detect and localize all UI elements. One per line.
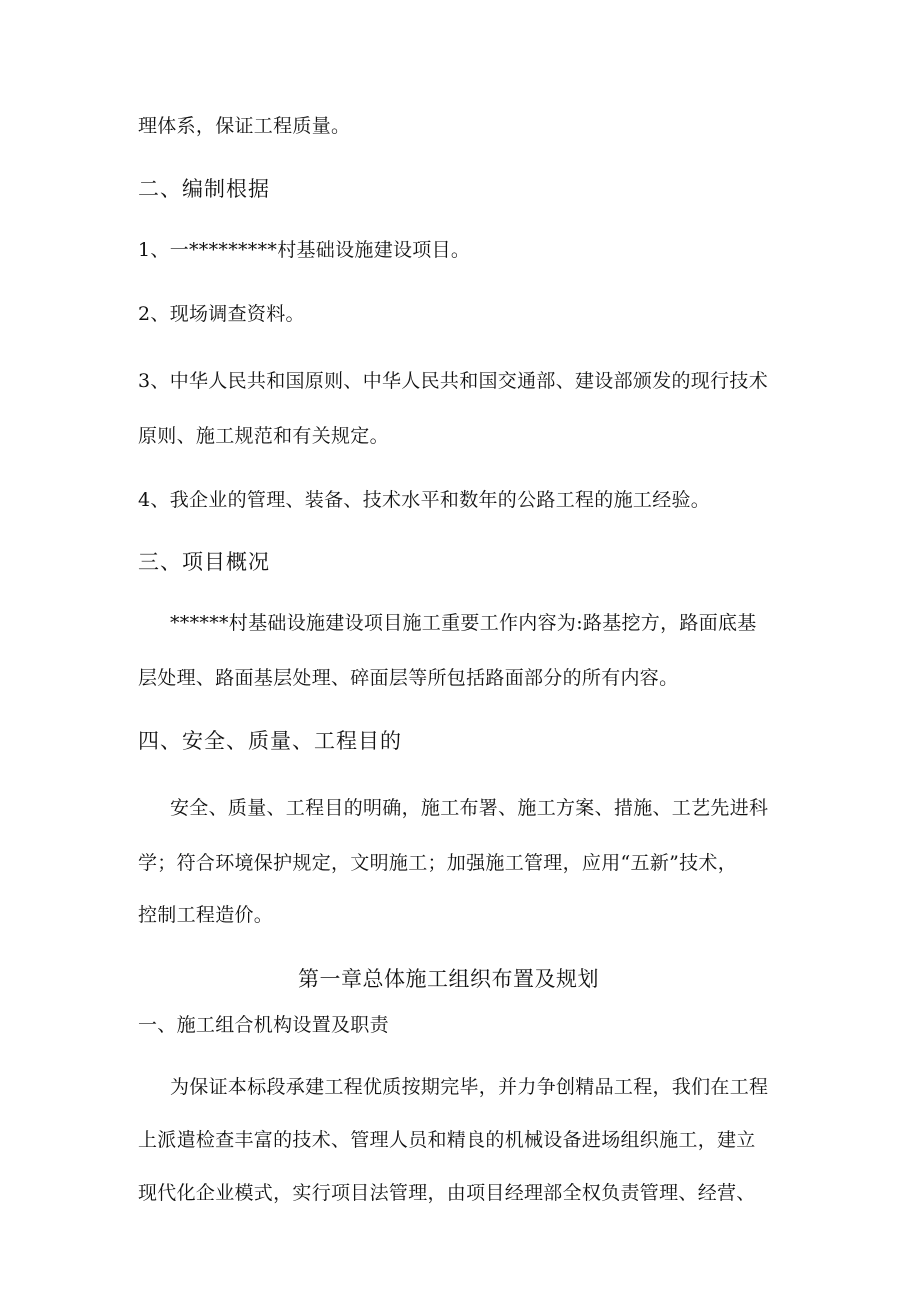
section-heading-basis: 二、编制根据 [138, 177, 270, 201]
chapter-title: 第一章总体施工组织布置及规划 [298, 967, 599, 991]
section-heading-org: 一、施工组合机构设置及职责 [138, 1014, 389, 1036]
list-item-basis-2: 2、现场调查资料。 [138, 303, 305, 325]
paragraph-line: 安全、质量、工程目的明确，施工布署、施工方案、措施、工艺先进科 [170, 797, 769, 819]
paragraph-line: 层处理、路面基层处理、碎面层等所包括路面部分的所有内容。 [138, 667, 679, 689]
paragraph-line: 理体系，保证工程质量。 [138, 115, 351, 137]
paragraph-line: 学；符合环境保护规定，文明施工；加强施工管理，应用“五新”技术， [138, 852, 738, 874]
list-item-basis-4: 4、我企业的管理、装备、技术水平和数年的公路工程的施工经验。 [138, 489, 711, 511]
paragraph-line: 上派遣检查丰富的技术、管理人员和精良的机械设备进场组织施工，建立 [138, 1129, 756, 1151]
paragraph-line: ******村基础设施建设项目施工重要工作内容为:路基挖方，路面底基 [170, 612, 757, 634]
paragraph-line: 为保证本标段承建工程优质按期完毕，并力争创精品工程，我们在工程 [170, 1076, 769, 1098]
paragraph-line: 控制工程造价。 [138, 904, 274, 926]
paragraph-line: 现代化企业模式，实行项目法管理，由项目经理部全权负责管理、经营、 [138, 1182, 756, 1204]
list-item-basis-3-cont: 原则、施工规范和有关规定。 [138, 425, 389, 447]
section-heading-overview: 三、项目概况 [138, 550, 270, 574]
list-item-basis-1: 1、一*********村基础设施建设项目。 [138, 239, 471, 261]
list-item-basis-3: 3、中华人民共和国原则、中华人民共和国交通部、建设部颁发的现行技术 [138, 370, 768, 392]
section-heading-goals: 四、安全、质量、工程目的 [138, 729, 402, 753]
